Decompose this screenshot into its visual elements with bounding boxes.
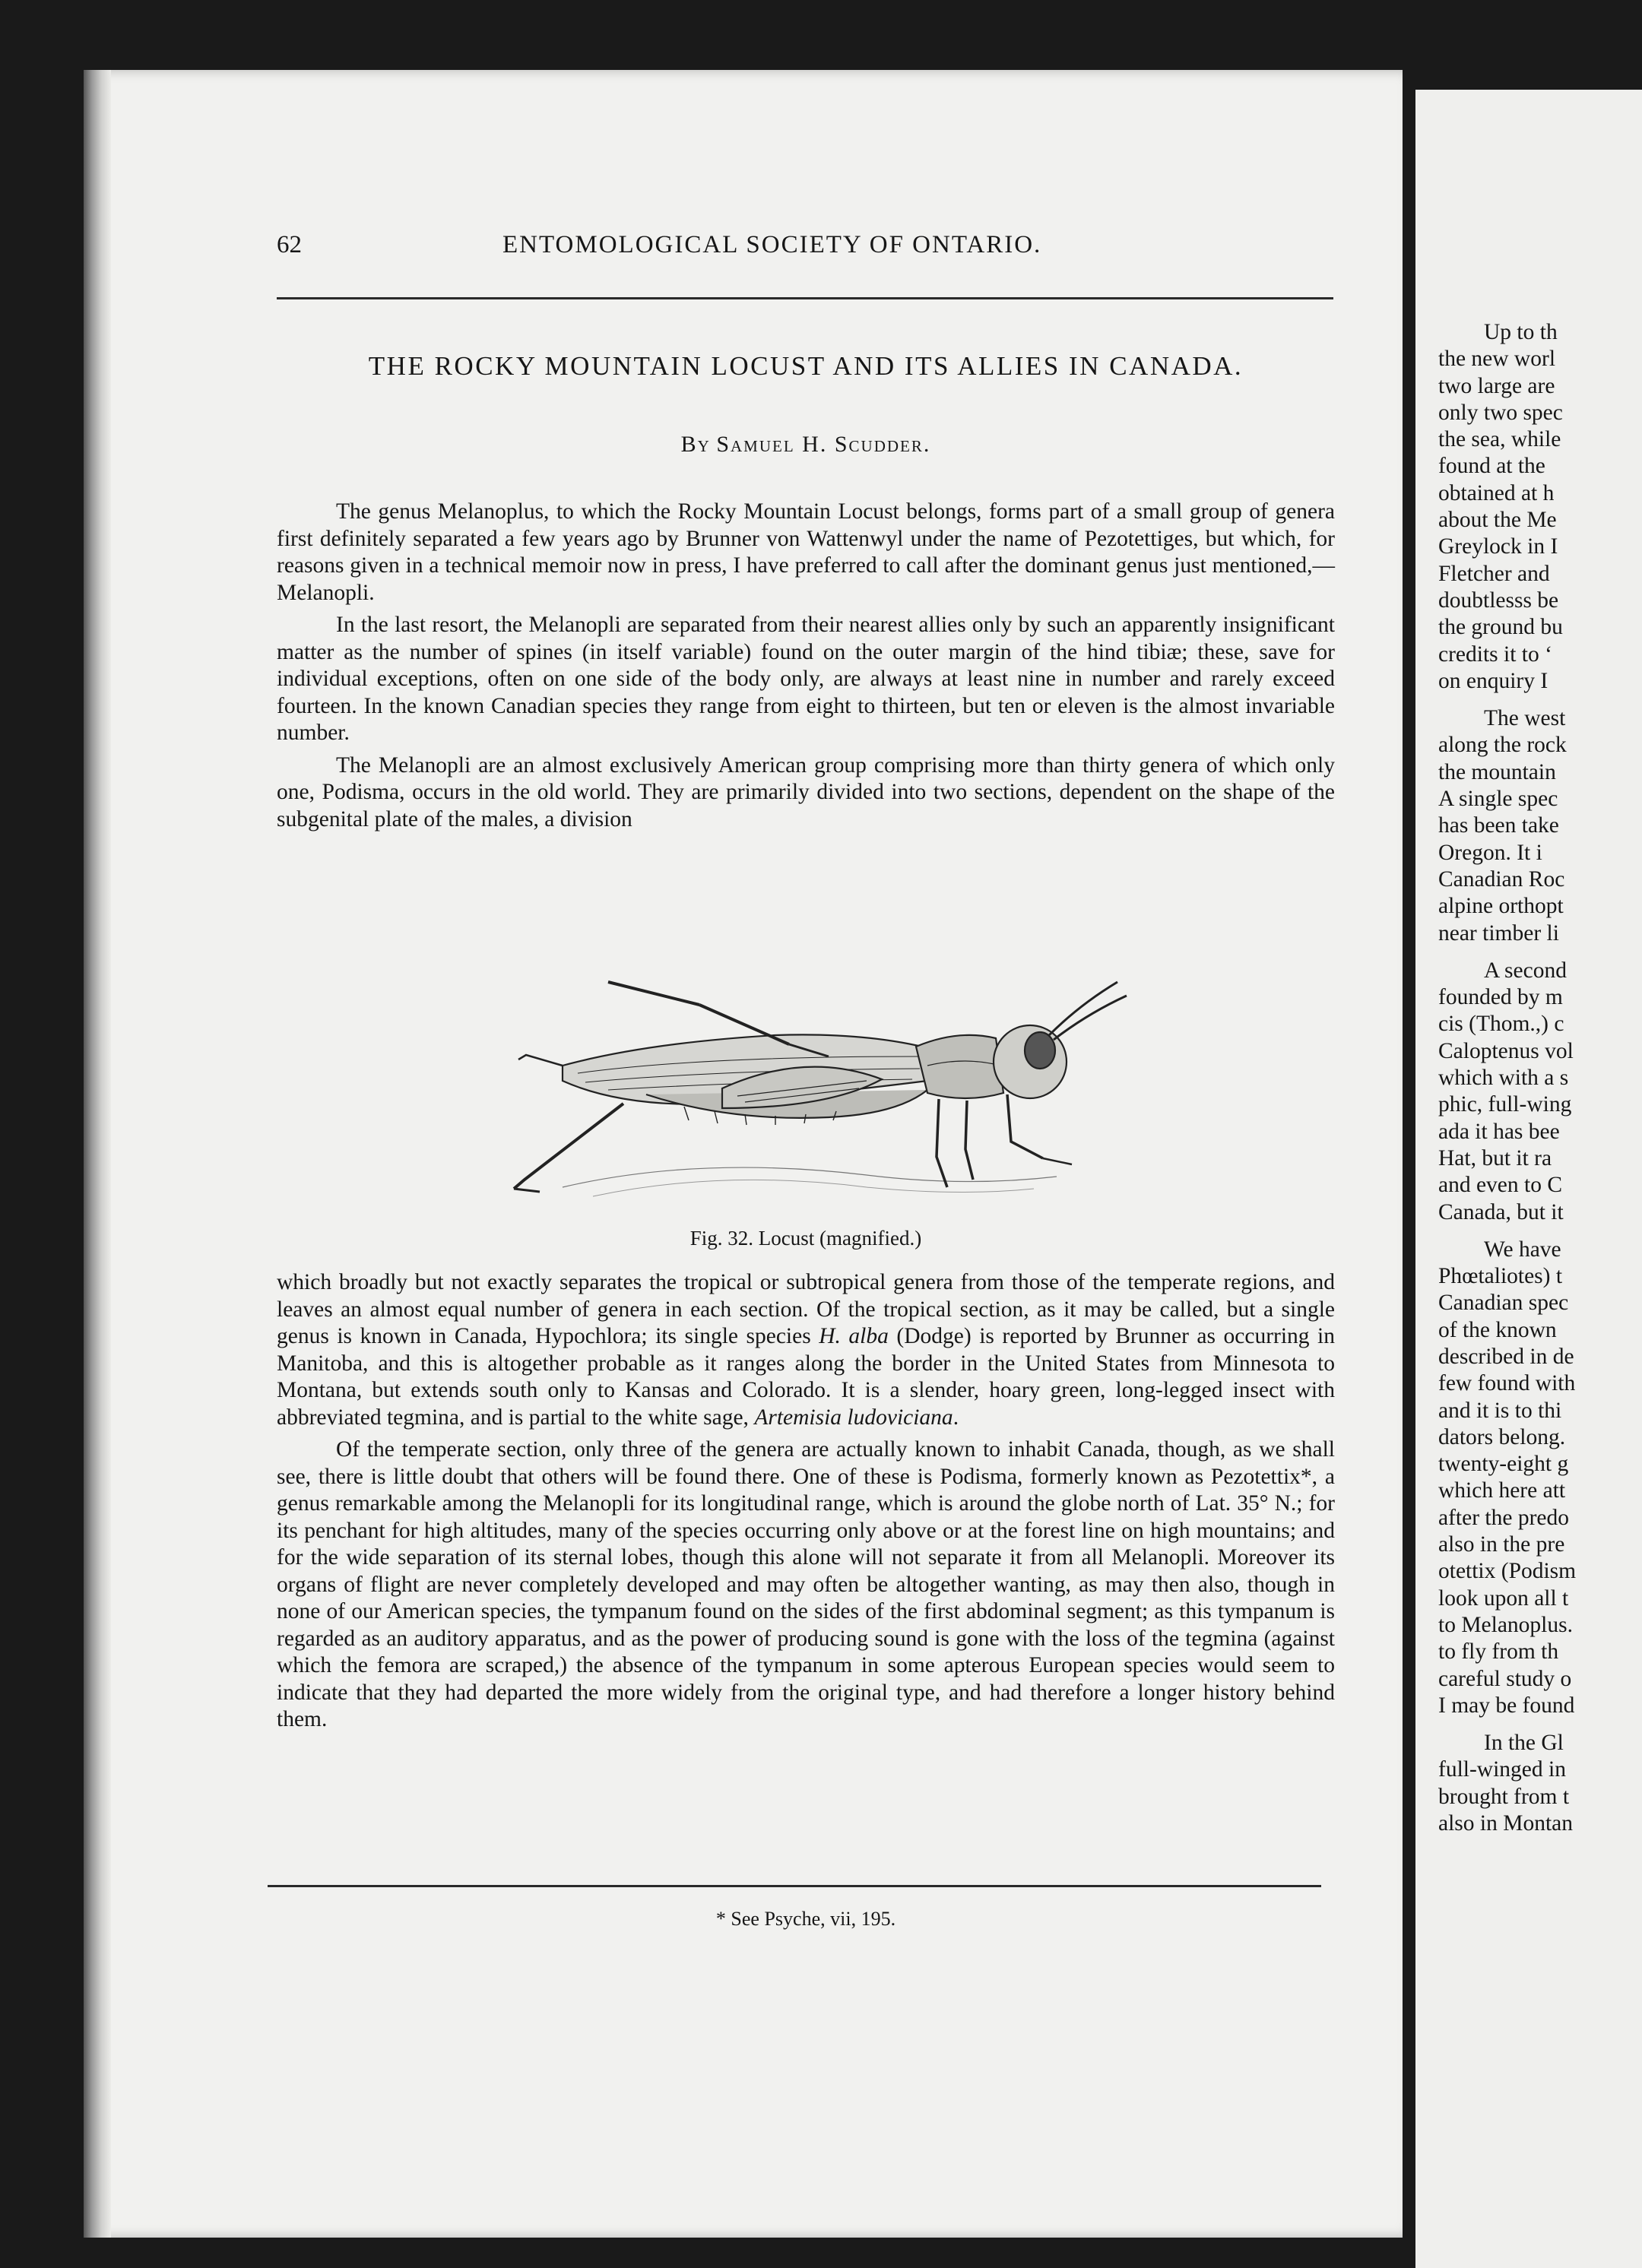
next-page-line: Up to th [1484, 320, 1558, 344]
next-page-line: and even to C [1438, 1173, 1563, 1198]
next-page-line: credits it to ‘ [1438, 641, 1552, 667]
byline-prefix: By [680, 432, 711, 457]
next-page-line: Caloptenus vol [1438, 1038, 1574, 1063]
next-page-line: found at the [1438, 454, 1545, 479]
text-run: (Dodge) is reported by Brunner as occurring in Manitoba, and this is altogether probable as it ranges along the border in the United States from Minnesota to Montana, but extends south only to Kansas and Colorado. It is a slender, hoary green, long-legged insect with abbreviated tegmina, and is partial to the white sage, [277, 1324, 1335, 1430]
next-page-line: of the known [1438, 1317, 1557, 1342]
article-title: THE ROCKY MOUNTAIN LOCUST AND ITS ALLIES IN CANADA. [368, 351, 1244, 381]
footnote-rule [268, 1885, 1321, 1887]
next-page-line: Fletcher and [1438, 561, 1550, 586]
next-page-line: also in the pre [1438, 1532, 1565, 1557]
next-page-line: which here att [1438, 1478, 1566, 1503]
next-page-line: about the Me [1438, 508, 1557, 533]
text-run: which broadly but not exactly separates the tropical or subtropical genera from those of the temperate regions, and leaves an almost equal number of genera in each section. Of the tropical section, as it may be called, but a single genus is known in Canada, Hypochlora; its single species [277, 1270, 1335, 1348]
species-name-italic: H. alba [819, 1324, 889, 1348]
next-page-line: Canadian spec [1438, 1291, 1569, 1316]
next-page-line: cis (Thom.,) c [1438, 1012, 1564, 1037]
figure-caption: Fig. 32. Locust (magnified.) [689, 1227, 922, 1250]
next-page-line: along the rock [1438, 733, 1567, 758]
next-page-line: which with a s [1438, 1066, 1569, 1091]
next-page-line: the ground bu [1438, 615, 1563, 640]
next-page-line: look upon all t [1438, 1585, 1569, 1611]
next-page-line: The west [1484, 706, 1566, 731]
next-page-line: obtained at h [1438, 480, 1555, 505]
next-page-line: has been take [1438, 813, 1559, 838]
page-number: 62 [277, 231, 302, 258]
next-page-line: brought from t [1438, 1784, 1570, 1809]
next-page-line: dators belong. [1438, 1424, 1566, 1449]
paragraph: Of the temperate section, only three of the genera are actually known to inhabit Canada, though, as we shall see, there is little doubt that others will be found there. One of these is Podisma, formerly known as Pezotettix*, a genus remarkable among the Melanopli for its longitudinal range, which is around the globe north of Lat. 35° N.; for its penchant for high altitudes, many of the species occurring only above or at the forest line on high mountains; and for the wide separation of its sternal lobes, though this alone will not separate it from all Melanopli. Moreover its organs of flight are never completely developed and may often be altogether wanting, as may then also, though in none of our American species, the tympanum found on the sides of the first abdominal segment; as this tympanum is regarded as an auditory apparatus, and as the power of producing sound is gone with the loss of the tegmina (against which the femora are scraped,) the absence of the tympanum in some apterous European species would seem to indicate that they had departed the more widely from the original type, and had therefore a longer history behind them. [277, 1437, 1335, 1731]
next-page-line: also in Montan [1438, 1811, 1573, 1836]
next-page-column [1438, 319, 1642, 1837]
next-page-line: the new worl [1438, 347, 1556, 372]
next-page-line: phic, full-wing [1438, 1092, 1572, 1117]
author-name: Samuel H. Scudder. [716, 432, 931, 457]
paragraph: In the last resort, the Melanopli are separated from their nearest allies only by such an apparently insignificant matter as the number of spines (in itself variable) found on the outer margin of the hind tibiæ; these, save for individual exceptions, often on one side of the body only, are always at least nine in number and rarely exceed fourteen. In the known Canadian species they range from eight to thirteen, but ten or eleven is the almost invariable number. [277, 613, 1335, 745]
next-page-line: Phœtaliotes) t [1438, 1264, 1563, 1289]
paragraph: The Melanopli are an almost exclusively American group comprising more than thirty genera of which only one, Podisma, occurs in the old world. They are primarily divided into two sections, dependent on the shape of the subgenital plate of the males, a division [277, 752, 1335, 831]
next-page-line: twenty-eight g [1438, 1452, 1569, 1477]
locust-illustration [471, 959, 1155, 1218]
next-page-line: after the predo [1438, 1505, 1569, 1530]
next-page-line: Oregon. It i [1438, 840, 1542, 865]
next-page-line: few found with [1438, 1371, 1576, 1396]
paragraph: The genus Melanoplus, to which the Rocky Mountain Locust belongs, forms part of a small group of genera first definitely separated a few years ago by Brunner von Wattenwyl under the name of Pezotettiges, but which, for reasons given in a technical memoir now in press, I have preferred to call after the dominant genus just mentioned,—Melanopli. [277, 499, 1335, 605]
next-page-line: founded by m [1438, 985, 1563, 1010]
book-spine-shadow [84, 70, 111, 2238]
next-page-line: otettix (Podism [1438, 1559, 1577, 1584]
next-page-line: We have [1484, 1237, 1561, 1262]
next-page-line: Canada, but it [1438, 1199, 1564, 1224]
byline [277, 432, 1335, 458]
next-page-line: Canadian Roc [1438, 866, 1565, 892]
next-page-line: ada it has bee [1438, 1119, 1560, 1144]
next-page-line: the mountain [1438, 759, 1556, 784]
body-text-lower [277, 1269, 1335, 1739]
next-page-line: In the Gl [1484, 1731, 1564, 1756]
body-text-upper [277, 499, 1335, 838]
species-name-italic: Artemisia ludoviciana [754, 1405, 953, 1430]
footnote: * See Psyche, vii, 195. [715, 1908, 896, 1930]
next-page-line: the sea, while [1438, 427, 1561, 452]
next-page-line: full-winged in [1438, 1757, 1566, 1782]
next-page-line: Greylock in I [1438, 534, 1558, 559]
next-page-line: on enquiry I [1438, 668, 1548, 693]
header-rule [277, 297, 1333, 299]
running-head-title: ENTOMOLOGICAL SOCIETY OF ONTARIO. [502, 231, 1042, 258]
next-page-line: to Melanoplus. [1438, 1612, 1573, 1637]
next-page-line: doubtlesss be [1438, 588, 1559, 613]
next-page-line: A single spec [1438, 787, 1558, 812]
text-run: . [953, 1405, 959, 1430]
next-page-line: to fly from th [1438, 1639, 1559, 1665]
next-page-line: alpine orthopt [1438, 894, 1564, 919]
next-page-line: A second [1484, 958, 1567, 983]
next-page-line: described in de [1438, 1344, 1574, 1369]
next-page-line: only two spec [1438, 400, 1563, 425]
next-page-line: I may be found [1438, 1693, 1575, 1718]
next-page-line: and it is to thi [1438, 1398, 1562, 1423]
next-page-line: Hat, but it ra [1438, 1145, 1552, 1170]
next-page-line: two large are [1438, 373, 1555, 398]
paragraph-continuation [277, 1269, 1335, 1431]
next-page-line: near timber li [1438, 920, 1559, 946]
next-page-line: careful study o [1438, 1666, 1572, 1691]
